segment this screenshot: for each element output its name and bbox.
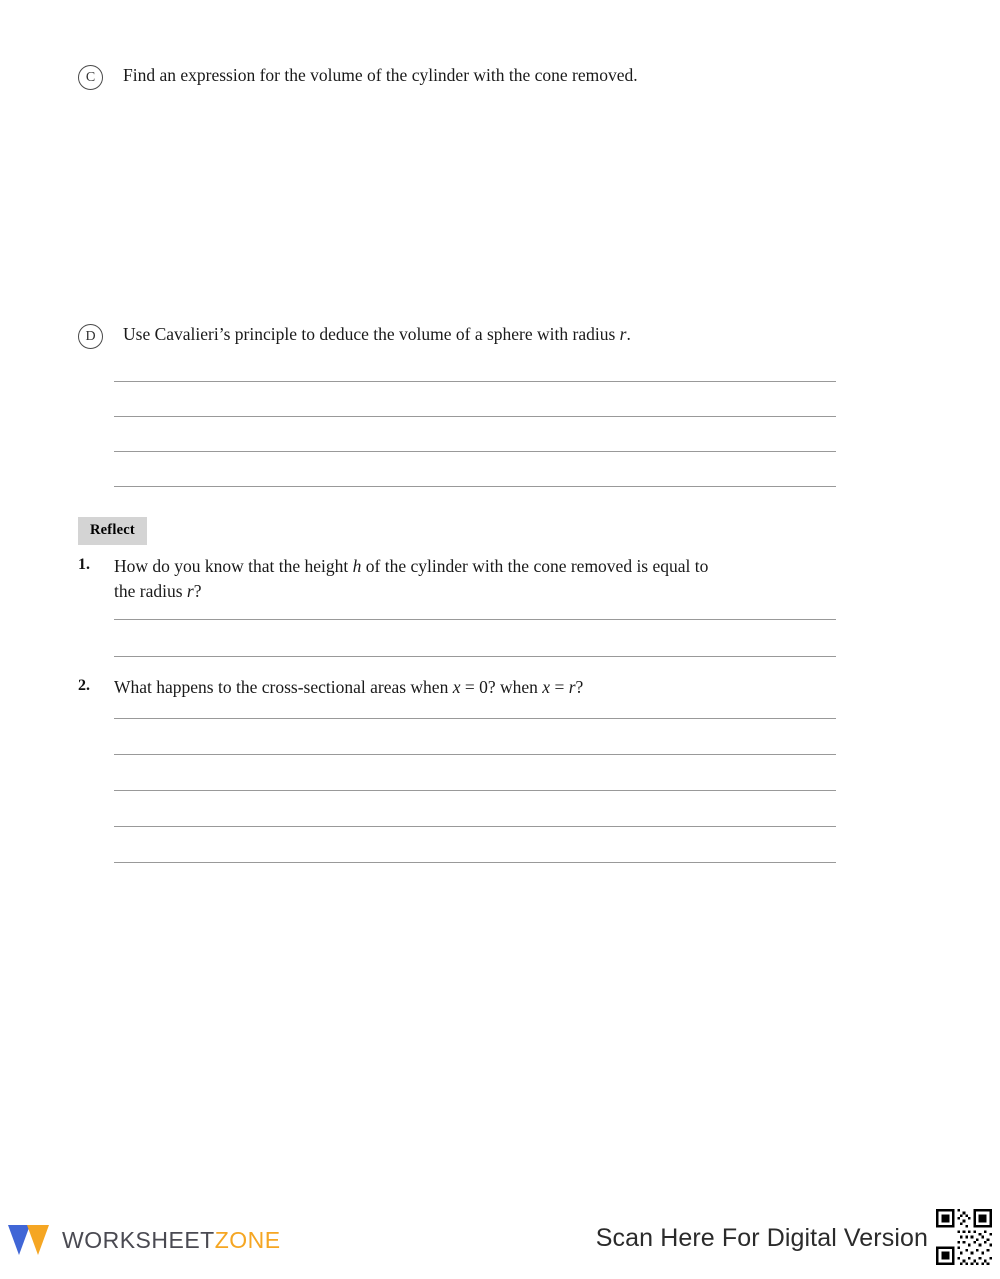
answer-line bbox=[114, 790, 836, 791]
part-d-text: Use Cavalieri’s principle to deduce the volume of a sphere with radius r. bbox=[123, 324, 631, 344]
worksheet-zone-logo[interactable] bbox=[8, 1223, 281, 1257]
logo-word-zone: ZONE bbox=[214, 1226, 281, 1253]
answer-line bbox=[114, 826, 836, 827]
part-c-text: Find an expression for the volume of the cylinder with the cone removed. bbox=[123, 65, 638, 85]
part-c bbox=[78, 64, 638, 90]
qr-code-icon bbox=[936, 1209, 992, 1265]
answer-line bbox=[114, 451, 836, 452]
answer-line bbox=[114, 381, 836, 382]
reflect-question-2-text: What happens to the cross-sectional areas when x = 0? when x = r? bbox=[114, 677, 584, 697]
part-c-badge: C bbox=[78, 65, 103, 90]
reflect-section-label: Reflect bbox=[78, 517, 147, 545]
logo-v-icon bbox=[8, 1223, 54, 1257]
reflect-question-1-number: 1. bbox=[78, 556, 90, 573]
answer-line bbox=[114, 754, 836, 755]
reflect-question-2-number: 2. bbox=[78, 677, 90, 694]
logo-word-worksheet: WORKSHEET bbox=[62, 1226, 215, 1253]
logo-wordmark bbox=[62, 1227, 281, 1254]
part-d bbox=[78, 323, 631, 349]
part-d-badge: D bbox=[78, 324, 103, 349]
answer-line bbox=[114, 486, 836, 487]
scan-here-text: Scan Here For Digital Version bbox=[595, 1224, 928, 1252]
answer-line bbox=[114, 416, 836, 417]
qr-code[interactable] bbox=[936, 1209, 992, 1265]
answer-line bbox=[114, 862, 836, 863]
answer-line bbox=[114, 619, 836, 620]
reflect-question-1-text: How do you know that the height h of the cylinder with the cone removed is equal to the radius r? bbox=[114, 556, 709, 601]
answer-line bbox=[114, 656, 836, 657]
answer-line bbox=[114, 718, 836, 719]
